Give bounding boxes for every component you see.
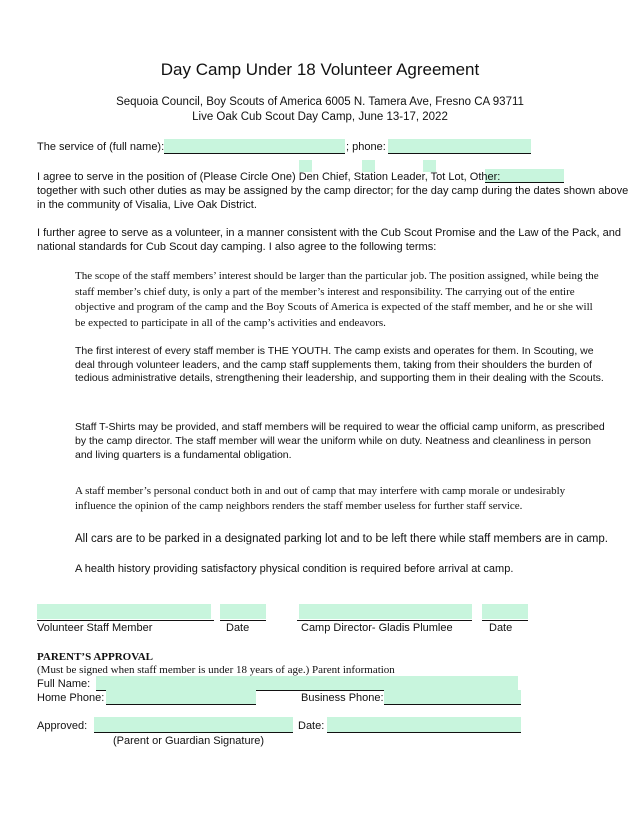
parent-note-text: (Must be signed when staff member is under 18 years of age.) Parent information — [37, 664, 395, 676]
phone-label: ; phone: — [346, 141, 386, 153]
signature-caption: (Parent or Guardian Signature) — [113, 735, 265, 747]
term-health: A health history providing satisfactory physical condition is required before arrival at camp. — [75, 563, 514, 575]
approval-date-field[interactable] — [327, 717, 521, 733]
further-agree-line-1: I further agree to serve as a volunteer, in a manner consistent with the Cub Scout Promise and the Law of the Pack, and — [37, 227, 621, 239]
further-agree-line-2: national standards for Cub Scout day camping. I also agree to the following terms: — [37, 241, 437, 253]
business-phone-field[interactable] — [384, 690, 521, 705]
full-name-field[interactable] — [164, 139, 345, 154]
volunteer-date-label: Date — [226, 622, 250, 634]
position-line-2: together with such other duties as may be assigned by the camp director; for the day camp during the dates shown above — [37, 185, 629, 197]
volunteer-date-field[interactable] — [220, 604, 266, 619]
approved-label: Approved: — [37, 720, 88, 732]
home-phone-field[interactable] — [106, 690, 256, 705]
volunteer-signature-line — [37, 620, 214, 621]
volunteer-signature-field[interactable] — [37, 604, 211, 619]
term-parking: All cars are to be parked in a designated parking lot and to be left there while staff members are in camp. — [75, 533, 608, 545]
director-signature-field[interactable] — [299, 604, 472, 619]
phone-field[interactable] — [388, 139, 531, 154]
term-scope: The scope of the staff members’ interest should be larger than the particular job. The position assigned, while being the staff member’s chief duty, is only a part of the member’s interest and responsibility. The carrying out of the entire objective and program of the camp and the Boy Scouts of America is expected of the staff member, and he or she will be expected to participate in all of the camp’s activities and endeavors. — [75, 270, 599, 329]
service-name-label: The service of (full name): — [37, 141, 165, 153]
position-line-3: in the community of Visalia, Live Oak District. — [37, 199, 257, 211]
position-line-1 — [37, 171, 500, 183]
approval-date-label: Date: — [298, 720, 325, 732]
full-name-label: Full Name: — [37, 678, 91, 690]
position-intro: I agree to serve in the position of (Please Circle One) — [37, 171, 296, 183]
option-other-label: Other: — [469, 171, 501, 183]
term-youth: The first interest of every staff member is THE YOUTH. The camp exists and operates for them. In Scouting, we deal through volunteer leaders, and the camp staff supplements them, taking from their shoulders the burden of tedious administrative details, strengthening their leadership, and supporting them in their dealing with the Scouts. — [75, 345, 604, 384]
parent-full-name-field[interactable] — [96, 676, 518, 691]
term-uniform: Staff T-Shirts may be provided, and staff members will be required to wear the official camp uniform, as prescribed by the camp director. The staff member will wear the uniform while on duty. Neatness and cleanliness in person and living quarters is a fundamental obligation. — [75, 421, 605, 461]
director-signature-line — [297, 620, 472, 621]
business-phone-label: Business Phone: — [301, 692, 384, 704]
camp-director-label: Camp Director- Gladis Plumlee — [301, 622, 453, 634]
option-tot-lot[interactable]: Tot Lot, — [430, 171, 467, 183]
parent-approval-heading: PARENT’S APPROVAL — [37, 651, 154, 663]
option-den-chief[interactable]: Den Chief, — [298, 171, 351, 183]
director-date-line — [482, 620, 528, 621]
parent-signature-field[interactable] — [94, 717, 293, 733]
volunteer-date-line — [220, 620, 266, 621]
term-conduct: A staff member’s personal conduct both in and out of camp that may interfere with camp morale or undesirably influence the opinion of the camp neighbors renders the staff member useless for further staff service. — [75, 485, 566, 512]
director-date-label: Date — [489, 622, 513, 634]
home-phone-label: Home Phone: — [37, 692, 105, 704]
camp-name-dates: Live Oak Cub Scout Day Camp, June 13-17, 2022 — [192, 111, 448, 123]
page-title: Day Camp Under 18 Volunteer Agreement — [160, 60, 480, 79]
volunteer-staff-member-label: Volunteer Staff Member — [37, 622, 153, 634]
council-address: Sequoia Council, Boy Scouts of America 6005 N. Tamera Ave, Fresno CA 93711 — [116, 96, 524, 108]
parent-approval-note — [37, 664, 395, 676]
director-date-field[interactable] — [482, 604, 528, 619]
option-station-leader[interactable]: Station Leader, — [353, 171, 428, 183]
